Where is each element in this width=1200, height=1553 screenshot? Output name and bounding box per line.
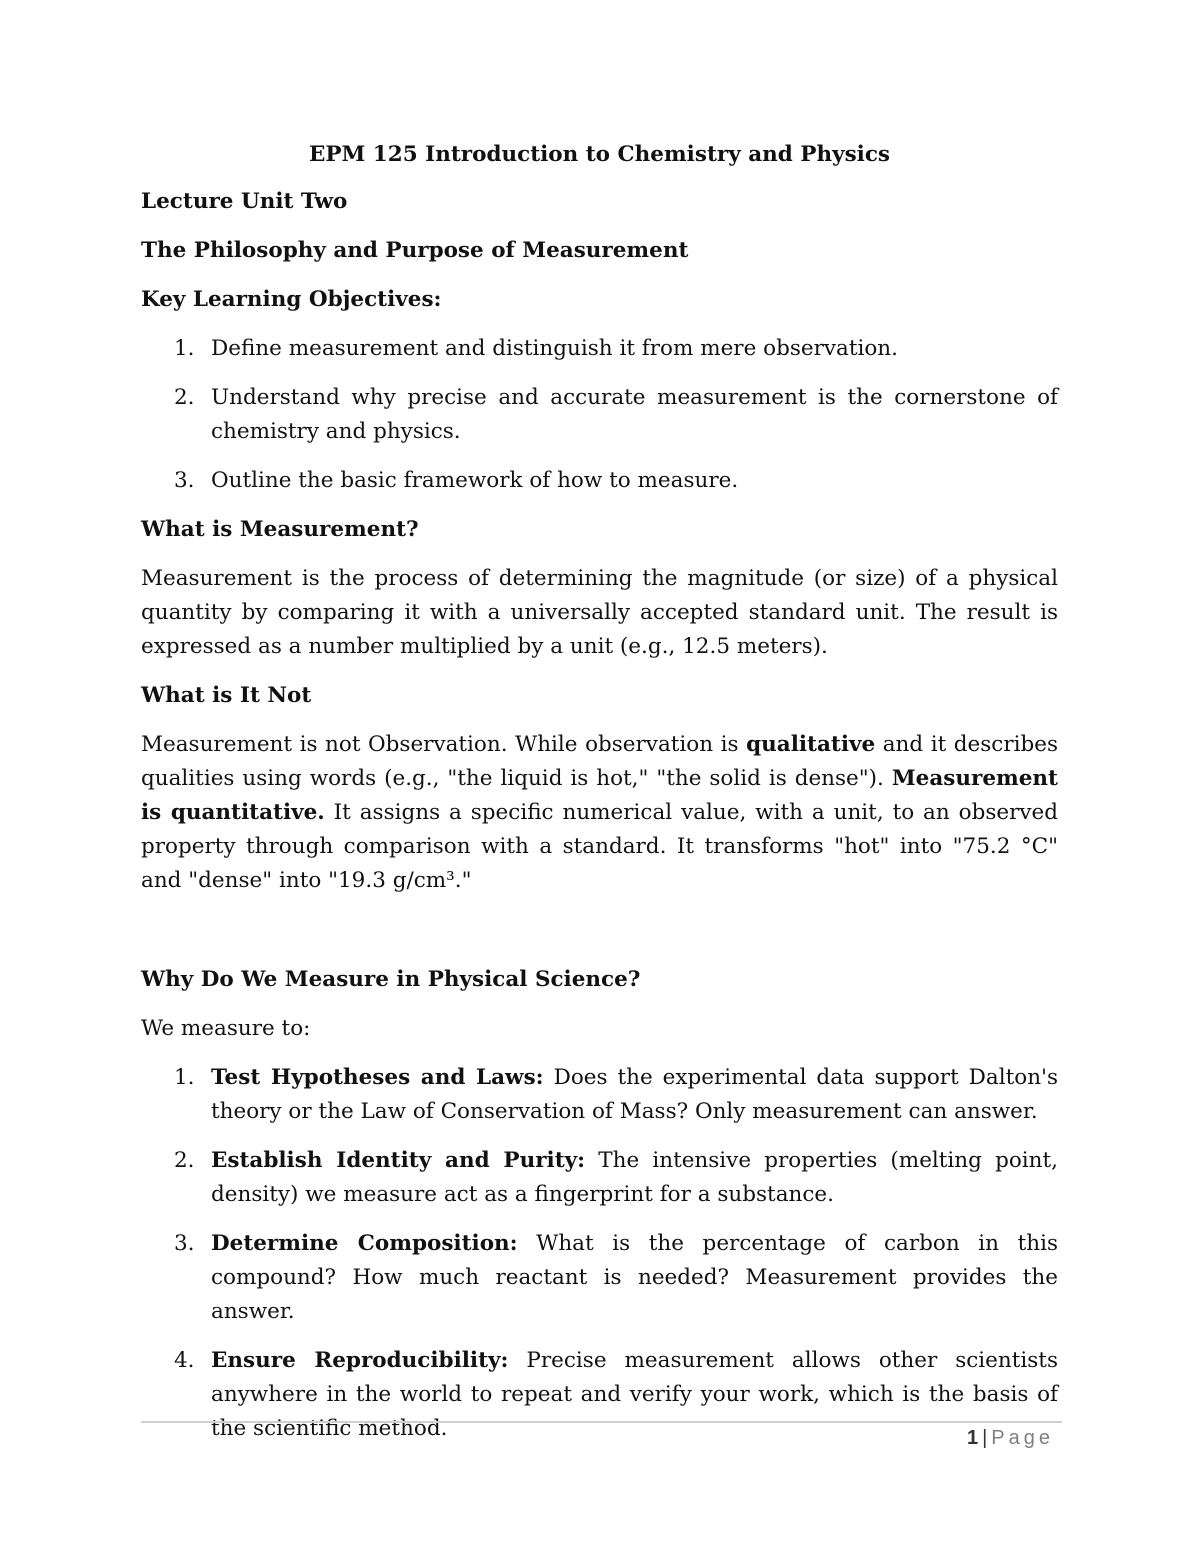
document-title: EPM 125 Introduction to Chemistry and Physics: [308, 142, 891, 167]
list-item-text: Understand why precise and accurate measurement is the cornerstone of chemistry and physics.: [211, 385, 1058, 444]
list-item: [141, 464, 1058, 498]
list-item-label: Determine Composition:: [211, 1231, 518, 1256]
list-number: 2.: [174, 385, 195, 410]
list-item-label: Establish Identity and Purity:: [211, 1148, 586, 1173]
list-number: 3.: [174, 1231, 195, 1256]
objectives-list: [141, 332, 1058, 498]
reasons-list: [141, 1061, 1058, 1446]
page-footer: [967, 1427, 1054, 1450]
unit-heading: Lecture Unit Two: [141, 189, 348, 214]
list-item: [141, 381, 1058, 449]
what-not-heading: What is It Not: [141, 683, 312, 708]
footer-divider: [141, 1421, 1062, 1423]
page-number: 1: [966, 1427, 979, 1449]
list-number: 1.: [174, 336, 195, 361]
list-item-text: The intensive properties (melting point, density) we measure act as a fingerprint for a substance.: [211, 1148, 1058, 1207]
what-not-paragraph: [141, 728, 1058, 898]
list-item-text: Outline the basic framework of how to measure.: [211, 468, 739, 493]
list-item-text: Does the experimental data support Dalton's theory or the Law of Conservation of Mass? Only measurement can answer.: [211, 1065, 1058, 1124]
document-page: [141, 128, 1058, 1461]
objectives-heading: Key Learning Objectives:: [141, 287, 442, 312]
list-number: 3.: [174, 468, 195, 493]
topic-heading: The Philosophy and Purpose of Measurement: [141, 238, 689, 263]
list-item-label: Ensure Reproducibility:: [211, 1348, 509, 1373]
bold-term: qualitative: [746, 732, 876, 757]
list-item-text: Precise measurement allows other scientists anywhere in the world to repeat and verify your work, which is the basis of the scientific method.: [211, 1348, 1058, 1441]
list-item: [141, 1344, 1058, 1446]
list-number: 4.: [174, 1348, 195, 1373]
what-is-paragraph: Measurement is the process of determining the magnitude (or size) of a physical quantity by comparing it with a universally accepted standard unit. The result is expressed as a number multiplied by a unit (e.g., 12.5 meters).: [141, 566, 1058, 659]
text-run: Measurement is not Observation. While observation is: [141, 732, 747, 757]
list-item: [141, 1144, 1058, 1212]
bold-term: Measurement is quantitative.: [141, 766, 1058, 825]
list-item-label: Test Hypotheses and Laws:: [211, 1065, 544, 1090]
list-number: 2.: [174, 1148, 195, 1173]
why-intro: We measure to:: [141, 1016, 311, 1041]
what-is-heading: What is Measurement?: [141, 517, 419, 542]
list-item: [141, 1227, 1058, 1329]
page-label: Page: [991, 1427, 1054, 1449]
spacer: [141, 913, 1058, 963]
list-item: [141, 332, 1058, 366]
text-run: It assigns a specific numerical value, with a unit, to an observed property through comparison with a standard. It transforms "hot" into "75.2 °C" and "dense" into "19.3 g/cm³.": [141, 800, 1058, 893]
why-heading: Why Do We Measure in Physical Science?: [141, 967, 641, 992]
list-item: [141, 1061, 1058, 1129]
text-run: and it describes qualities using words (e.g., "the liquid is hot," "the solid is dense").: [141, 732, 1058, 791]
list-item-text: What is the percentage of carbon in this compound? How much reactant is needed? Measurement provides the answer.: [211, 1231, 1059, 1324]
footer-separator: |: [982, 1427, 988, 1449]
list-number: 1.: [174, 1065, 195, 1090]
list-item-text: Define measurement and distinguish it from mere observation.: [211, 336, 898, 361]
